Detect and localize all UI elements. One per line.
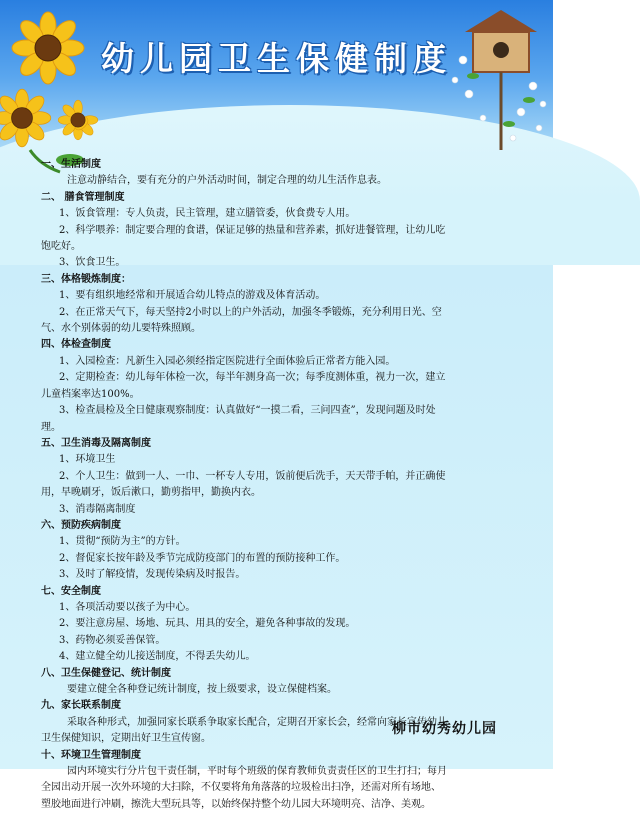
section-heading: 二、 膳食管理制度 xyxy=(41,191,125,203)
section-text-line: 饱吃好。 xyxy=(41,241,81,253)
section-text-line: 3、消毒隔离制度 xyxy=(59,503,136,515)
section-text-line: 卫生保健知识，定期出好卫生宣传窗。 xyxy=(41,733,211,745)
section-text-line: 1、要有组织地经常和开展适合幼儿特点的游戏及体育活动。 xyxy=(59,290,326,302)
section-text-line: 4、建立健全幼儿接送制度，不得丢失幼儿。 xyxy=(59,651,256,663)
section-heading: 六、预防疾病制度 xyxy=(41,519,121,531)
section-heading: 九、家长联系制度 xyxy=(41,700,121,712)
section-text-line: 全园出动开展一次外环境的大扫除，不仅要将角角落落的垃圾检出扫净，还需对所有场地、 xyxy=(41,782,441,794)
section-text-line: 1、饭食管理：专人负责，民主管理，建立膳管委，伙食费专人用。 xyxy=(59,208,356,220)
section-text-line: 2、定期检查：幼儿每年体检一次，每半年测身高一次；每季度测体重，视力一次，建立 xyxy=(59,372,446,384)
kindergarten-name: 柳市幼秀幼儿园 xyxy=(392,721,497,737)
sunflowers-decoration xyxy=(0,0,130,180)
regulations-body xyxy=(41,157,513,813)
section-text-line: 2、在正常天气下，每天坚持2小时以上的户外活动，加强冬季锻炼，充分利用日光、空 xyxy=(59,306,442,318)
section-heading: 十、环境卫生管理制度 xyxy=(41,749,141,761)
section-text-line: 1、各项活动要以孩子为中心。 xyxy=(59,601,196,613)
section-heading: 七、安全制度 xyxy=(41,585,101,597)
section-text-line: 2、要注意房屋、场地、玩具、用具的安全，避免各种事故的发现。 xyxy=(59,618,356,630)
section-text-line: 1、环境卫生 xyxy=(59,454,116,466)
section-text-line: 气、水个别体弱的幼儿要特殊照顾。 xyxy=(41,323,201,335)
section-text-line: 3、检查晨检及全日健康观察制度：认真做好“一摸二看，三问四查”，发现问题及时处 xyxy=(59,405,436,417)
section-text-line: 2、科学喂养：制定要合理的食谱，保证足够的热量和营养素，抓好进餐管理，让幼儿吃 xyxy=(59,224,446,236)
section-text-line: 注意动静结合，要有充分的户外活动时间，制定合理的幼儿生活作息表。 xyxy=(67,175,387,187)
section-heading: 八、卫生保健登记、统计制度 xyxy=(41,667,171,679)
section-text-line: 塑胶地面进行冲刷，擦洗大型玩具等，以始终保持整个幼儿园大环境明亮、洁净、美观。 xyxy=(41,798,431,810)
section-text-line: 理。 xyxy=(41,421,61,433)
section-text-line: 园内环境实行分片包干责任制，平时每个班级的保育教师负责责任区的卫生打扫；每月 xyxy=(67,766,447,778)
section-text-line: 3、药物必须妥善保管。 xyxy=(59,634,166,646)
section-text-line: 1、入园检查：凡新生入园必须经指定医院进行全面体验后正常者方能入园。 xyxy=(59,355,396,367)
section-text-line: 用，早晚刷牙，饭后漱口，勤剪指甲，勤换内衣。 xyxy=(41,487,261,499)
section-text-line: 采取各种形式，加强同家长联系争取家长配合，定期召开家长会，经常向家长宣传幼儿 xyxy=(67,716,447,728)
section-heading: 三、体格锻炼制度： xyxy=(41,273,131,285)
section-heading: 一、生活制度 xyxy=(41,159,101,170)
page-title: 幼儿园卫生保健制度 xyxy=(101,39,452,78)
section-text-line: 2、督促家长按年龄及季节完成防疫部门的布置的预防接种工作。 xyxy=(59,552,346,564)
section-text-line: 1、贯彻“预防为主”的方针。 xyxy=(59,536,186,548)
section-text-line: 2、个人卫生：做到一人、一巾、一杯专人专用，饭前便后洗手，天天带手帕，并正确使 xyxy=(59,470,446,482)
section-text-line: 3、及时了解疫情，发现传染病及时报告。 xyxy=(59,569,246,581)
section-text-line: 儿童档案率达100%。 xyxy=(41,388,140,400)
section-text-line: 要建立健全各种登记统计制度，按上级要求，设立保健档案。 xyxy=(67,684,337,695)
section-text-line: 3、饮食卫生。 xyxy=(59,257,126,269)
section-heading: 五、卫生消毒及隔离制度 xyxy=(41,437,151,449)
section-heading: 四、体检查制度 xyxy=(41,339,111,351)
